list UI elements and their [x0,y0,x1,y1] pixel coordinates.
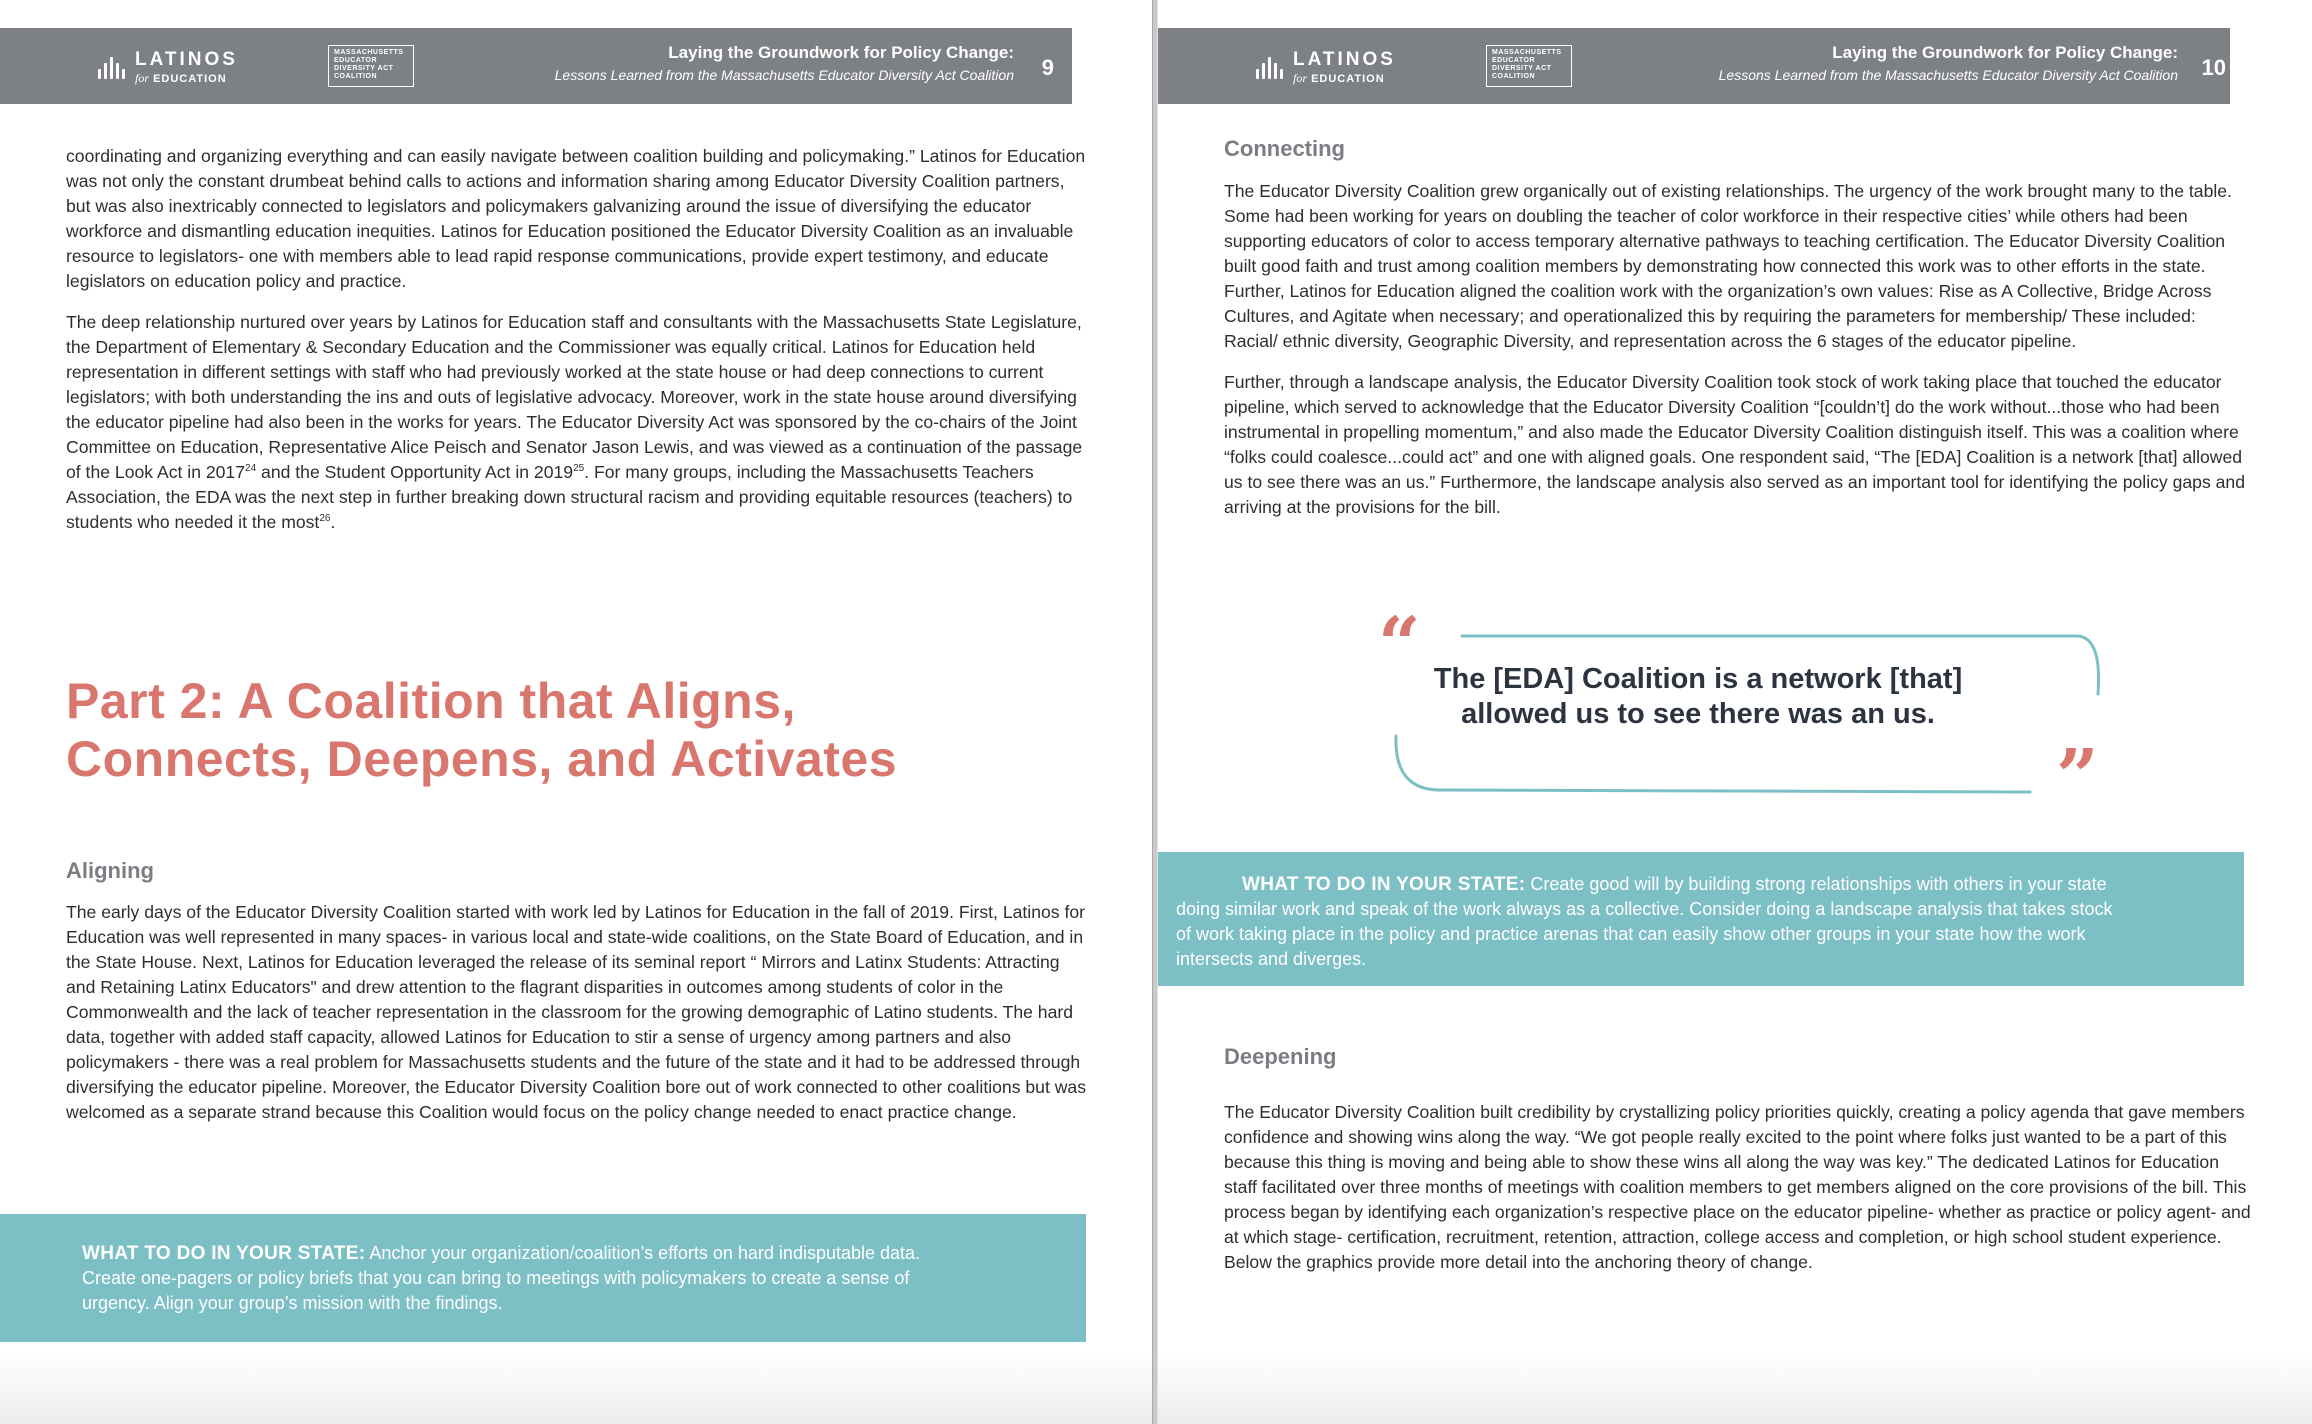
header-title-main: Laying the Groundwork for Policy Change: [1832,43,2178,62]
coalition-badge-logo: MASSACHUSETTS EDUCATOR DIVERSITY ACT COALITION [328,45,414,87]
callout-label: WHAT TO DO IN YOUR STATE: [1242,874,1526,895]
quote-text: The [EDA] Coalition is a network [that] allowed us to see there was an us. [1433,663,1963,730]
quote-open-icon: “ [1378,602,1421,688]
callout-label: WHAT TO DO IN YOUR STATE: [82,1243,366,1264]
logo-line1: LATINOS [135,49,238,70]
callout-text: Anchor your organization/coalition’s efforts on hard indisputable data. Create one-pagers or policy briefs that you can bring to meetings with policymakers to create a sense of urgency. Align your group’s mission with the findings. [82,1243,921,1313]
page-header [0,28,1072,104]
pull-quote [1218,602,2118,820]
logo-bars-icon [1256,57,1283,79]
logo-for: for [1293,71,1308,85]
part-title: Part 2: A Coalition that Aligns, Connects, Deepens, and Activates [66,673,898,787]
paragraph: Further, through a landscape analysis, the Educator Diversity Coalition took stock of work taking place that touched the educator pipeline, which served to acknowledge that the Educator Diversity Coalition “[couldn’t] do the work without...those who had been instrumental in propelling momentum,” and also made the Educator Diversity Coalition distinguish itself. This was a coalition where “folks could coalesce...could act” and one with aligned goals. One respondent said, “The [EDA] Coalition is a network [that] allowed us to see there was an us.” Furthermore, the landscape analysis also served as an important tool for identifying the policy gaps and arriving at the provisions for the bill. [1224,372,2245,517]
logo-line2: EDUCATION [153,73,227,85]
header-title-main: Laying the Groundwork for Policy Change: [668,43,1014,62]
footnote-ref[interactable]: 24 [245,463,257,475]
paragraph: The deep relationship nurtured over years by Latinos for Education staff and consultants with the Massachusetts State Legislature, the Department of Elementary & Secondary Education and the Commissioner was equally critical. Latinos for Education held representation in different settings with staff who had previously worked at the state house or had deep connections to current legislators; with both understanding the ins and outs of legislative advocacy. Moreover, work in the state house around diversifying the educator pipeline had also been in the works for years. The Educator Diversity Act was sponsored by the co-chairs of the Joint Committee on Education, Representative Alice Peisch and Senator Jason Lewis, and was viewed as a continuation of the passage of the Look Act in 2017$^{24}$ and the Student Opportunity Act in 2019$^{25}$. For many groups, including the Massachusetts Teachers Association, the EDA was the next step in further breaking down structural racism and providing equitable resources (teachers) to students who needed it the most$^{26}$. [66,312,1083,532]
aligning-heading: Aligning [66,858,154,883]
paragraph: The Educator Diversity Coalition grew organically out of existing relationships. The urgency of the work brought many to the table. Some had been working for years on doubling the teacher of color workforce in their respective cities’ while others had been supporting educators of color to access temporary alternative pathways to teaching certification. The Educator Diversity Coalition built good faith and trust among coalition members by demonstrating how connected this work was to other efforts in the state. Further, Latinos for Education aligned the coalition work with the organization’s own values: Rise as A Collective, Bridge Across Cultures, and Agitate when necessary; and operationalized this by requiring the parameters for membership/ These included: Racial/ ethnic diversity, Geographic Diversity, and representation across the 6 stages of the educator pipeline. [1224,181,2232,351]
logo-bars-icon [98,57,125,79]
page-bottom-shade [1158,1354,2312,1424]
body-text-top [66,144,1086,551]
header-title [555,43,1014,83]
coalition-badge-logo: MASSACHUSETTS EDUCATOR DIVERSITY ACT COALITION [1486,45,1572,87]
deepening-text: The Educator Diversity Coalition built credibility by crystallizing policy priorities quickly, creating a policy agenda that gave members confidence and showing wins along the way. “We got people really excited to the point where folks just wanted to be a part of this because this thing is moving and being able to show these wins all along the way was key.” The dedicated Latinos for Education staff facilitated over three months of meetings with coalition members to get members aligned on the core provisions of the bill. This process began by identifying each organization’s respective place on the educator pipeline- whether as practice or policy agent- and at which stage- certification, recruitment, retention, attraction, college access and completion, or high school student experience. Below the graphics provide more detail into the anchoring theory of change. [1224,1102,2251,1272]
paragraph: coordinating and organizing everything and can easily navigate between coalition building and policymaking.” Latinos for Education was not only the constant drumbeat behind calls to actions and information sharing among Educator Diversity Coalition partners, but was also inextricably connected to legislators and policymakers galvanizing around the issue of diversifying the educator workforce and dismantling education inequities. Latinos for Education positioned the Educator Diversity Coalition as an invaluable resource to legislators- one with members able to lead rapid response communications, provide expert testimony, and educate legislators on education policy and practice. [66,146,1086,291]
logo-line2: EDUCATION [1311,73,1385,85]
footnote-ref[interactable]: 25 [573,463,585,475]
connecting-text [1224,179,2254,536]
connecting-heading: Connecting [1224,136,1345,161]
callout-text: Create good will by building strong relationships with others in your state doing similar work and speak of the work always as a collective. Consider doing a landscape analysis that takes stock of work taking place in the policy and practice arenas that can easily show other groups in your state how the work intersects and diverges. [1176,874,2113,969]
logo-line1: LATINOS [1293,49,1396,70]
aligning-text: The early days of the Educator Diversity Coalition started with work led by Latinos for Education in the fall of 2019. First, Latinos for Education was well represented in many spaces- in various local and state-wide coalitions, on the State Board of Education, and in the State House. Next, Latinos for Education leveraged the release of its seminal report “ Mirrors and Latinx Students: Attracting and Retaining Latinx Educators" and drew attention to the flagrant disparities in outcomes among students of color in the Commonwealth and the lack of teacher representation in the classroom for the growing demographic of Latino students. The hard data, together with added staff capacity, allowed Latinos for Education to stir a sense of urgency among partners and also policymakers - there was a real problem for Massachusetts students and the future of the state and it had to be addressed through diversifying the educator pipeline. Moreover, the Educator Diversity Coalition bore out of work connected to other coalitions but was welcomed as a separate strand because this Coalition would focus on the policy change needed to enact practice change. [66,902,1087,1122]
deepening-heading: Deepening [1224,1044,1337,1069]
latinos-for-education-logo [1256,50,1396,85]
page-header [1158,28,2230,104]
page-9 [0,0,1152,1424]
page-number: 9 [1041,55,1054,80]
logo-for: for [135,71,150,85]
what-to-do-callout [0,1214,1086,1342]
latinos-for-education-logo [98,50,238,85]
quote-close-icon: ” [2056,734,2099,820]
header-subtitle: Lessons Learned from the Massachusetts Educator Diversity Act Coalition [1718,67,2178,83]
footnote-ref[interactable]: 26 [319,513,331,525]
what-to-do-callout [1158,852,2244,986]
page-bottom-shade [0,1354,1152,1424]
header-title [1719,43,2178,83]
page-number: 10 [2201,55,2226,80]
header-subtitle: Lessons Learned from the Massachusetts Educator Diversity Act Coalition [554,67,1014,83]
